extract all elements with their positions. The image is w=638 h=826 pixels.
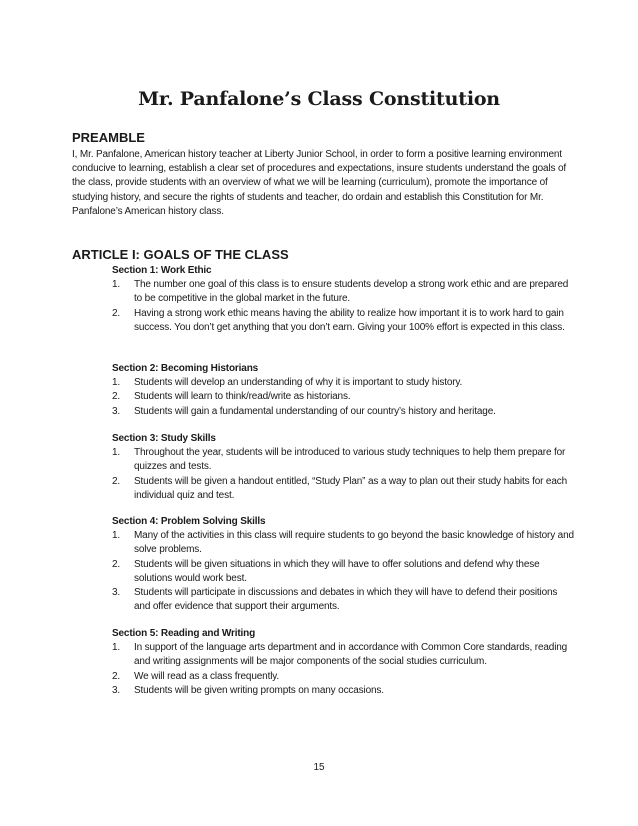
item-number: 2. [112,307,121,319]
list-item [112,670,574,684]
page-number: 15 [313,762,325,773]
item-text: Throughout the year, students will be introduced to various study techniques to help them prepare for quizzes and tests. [134,447,566,473]
section-reading-writing [112,627,574,698]
section-heading: Section 1: Work Ethic [112,265,212,276]
list-item [112,390,574,404]
list-item [112,558,574,586]
item-text: Many of the activities in this class will require students to go beyond the basic knowledge of history and solve problems. [134,530,574,556]
item-number: 2. [112,558,121,570]
list-item [112,446,574,474]
list-item [112,405,574,419]
item-text: Students will participate in discussions and debates in which they will have to defend their positions and offer evidence that support their arguments. [134,587,558,613]
item-text: Students will learn to think/read/write as historians. [134,391,351,403]
item-number: 1. [112,530,121,542]
section-becoming-historians [112,362,574,419]
item-number: 3. [112,405,121,417]
list-item [112,475,574,503]
section-heading: Section 3: Study Skills [112,433,216,444]
item-number: 2. [112,670,121,682]
item-text: Having a strong work ethic means having the ability to realize how important it is to work hard to gain success. You don’t get anything that you don’t earn. Giving your 100% effort is expected in this class. [134,307,565,333]
item-number: 2. [112,475,121,487]
list-item [112,529,574,557]
section-heading: Section 5: Reading and Writing [112,628,256,639]
item-text: Students will gain a fundamental understanding of our country’s history and heritage. [134,405,496,417]
list-item [112,586,574,614]
preamble-heading: PREAMBLE [72,130,145,145]
section-problem-solving [112,515,574,614]
list-item [112,307,574,335]
list-item [112,376,574,390]
item-number: 1. [112,447,121,459]
item-number: 3. [112,587,121,599]
item-number: 3. [112,684,121,696]
page-title: Mr. Panfalone’s Class Constitution [138,88,500,110]
item-number: 1. [112,279,121,291]
item-text: Students will develop an understanding of why it is important to study history. [134,377,463,389]
item-text: Students will be given situations in which they will have to offer solutions and defend why these solutions would work best. [134,558,540,584]
article-heading: ARTICLE I: GOALS OF THE CLASS [72,247,289,262]
preamble-text: I, Mr. Panfalone, American history teacher at Liberty Junior School, in order to form a positive learning environment conducive to learning, establish a clear set of procedures and expectations, insure students understand the goals of the class, provide students with an overview of what we will be learning (curriculum), promote the importance of studying history, and secure the rights of students and teacher, do ordain and establish this Constitution for Mr. Panfalone’s American history class. [72,149,567,217]
list-item [112,278,574,306]
section-work-ethic [112,264,574,335]
item-text: We will read as a class frequently. [134,670,279,682]
list-item [112,641,574,669]
section-study-skills [112,432,574,503]
section-heading: Section 4: Problem Solving Skills [112,516,266,527]
list-item [112,684,574,698]
item-text: Students will be given a handout entitled, “Study Plan” as a way to plan out their study habits for each individual quiz and test. [134,475,568,501]
item-number: 2. [112,391,121,403]
item-text: In support of the language arts department and in accordance with Common Core standards, reading and writing assignments will be major components of the social studies curriculum. [134,642,568,668]
item-text: Students will be given writing prompts on many occasions. [134,684,384,696]
item-text: The number one goal of this class is to ensure students develop a strong work ethic and are prepared to be competitive in the global market in the future. [134,279,569,305]
item-number: 1. [112,642,121,654]
item-number: 1. [112,377,121,389]
section-heading: Section 2: Becoming Historians [112,363,259,374]
